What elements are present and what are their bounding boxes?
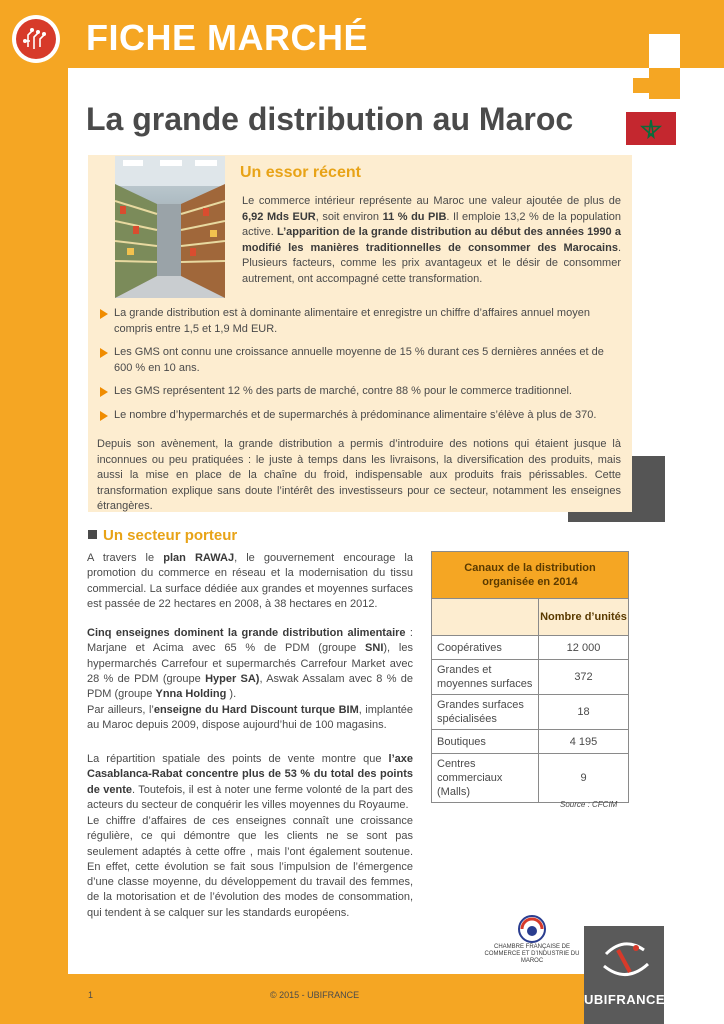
bullet-text: La grande distribution est à dominante alimentaire et enregistre un chiffre d’affaires annuel moyen compris entre 1,5 et 1,9 Md EUR. [114, 307, 590, 335]
page-title: La grande distribution au Maroc [86, 101, 574, 137]
table-cell-value: 9 [539, 754, 629, 803]
paragraph-enseignes: Cinq enseignes dominent la grande distribution alimentaire : Marjane et Acima avec 65 % de PDM (groupe SNI), les hypermarchés Carrefour et supermarchés Carrefour Market avec 28 % de PDM (groupe Hyper SA), Aswak Assalam avec 8 % de PDM (groupe Ynna Holding ). [87, 627, 414, 701]
copyright: © 2015 - UBIFRANCE [270, 990, 360, 1000]
paragraph-bim: Par ailleurs, l’enseigne du Hard Discount turque BIM, implantée au Maroc depuis 2009, dispose aujourd’hui de 100 magasins. [87, 704, 413, 732]
orange-arrow-icon [100, 348, 108, 358]
left-accent-strip [0, 68, 68, 974]
bullet-text: Les GMS représentent 12 % des parts de marché, contre 88 % pour le commerce traditionnel. [114, 385, 572, 397]
table-row [432, 695, 629, 730]
section-title-secteur: Un secteur porteur [103, 527, 238, 544]
table-cell-value: 372 [539, 660, 629, 695]
distribution-channels-table [431, 551, 629, 803]
table-row [432, 636, 629, 660]
orange-arrow-icon [100, 309, 108, 319]
table-row [432, 660, 629, 695]
table-header-row [432, 599, 629, 636]
list-item [100, 345, 622, 376]
doc-type-title: FICHE MARCHÉ [86, 17, 368, 58]
intro-paragraph: Le commerce intérieur représente au Maroc une valeur ajoutée de plus de 6,92 Mds EUR, soit environ 11 % du PIB. Il emploie 13,2 % de la population active. L’apparition de la grande distribution au début des années 1990 a modifié les manières traditionnelles de consommer des Marocains. Plusieurs facteurs, comme les prix avantageux et le désir de consommer autrement, ont accompagné cette transformation. [242, 195, 622, 285]
table-title: Canaux de la distribution organisée en 2014 [432, 552, 629, 599]
key-figures-list [100, 306, 622, 429]
paragraph-spatial: La répartition spatiale des points de vente montre que l’axe Casablanca-Rabat concentre plus de 53 % du total des points de vente. Toutefois, il est à noter une ferme volonté de la part des acteurs du secteur de conquérir les villes moyennes du Royaume. [87, 753, 413, 811]
table-cell-value: 18 [539, 695, 629, 730]
bullet-text: Les GMS ont connu une croissance annuelle moyenne de 15 % durant ces 5 dernières années et de 600 % en 10 ans. [114, 346, 604, 374]
bullet-text: Le nombre d’hypermarchés et de supermarchés à prédominance alimentaire s’élève à plus de 370. [114, 408, 597, 421]
section-title-essor: Un essor récent [240, 164, 361, 181]
paragraph-chiffre-affaires: Le chiffre d’affaires de ces enseignes connaît une croissance régulière, ce qui démontre que les clients ne se sont pas seulement adaptés à cette offre , mais l’ont également soutenue. En effet, cette évolution se fait sous l’impulsion de l’émergence d’une classe moyenne, du développement du travail des femmes, de la motorisation et de l’évolution des modes de consommation, qui tendent à se calquer sur les standards européens. [87, 815, 413, 919]
small-orange-square-deco [633, 78, 649, 93]
table-cell-value: 4 195 [539, 730, 629, 754]
table-cell-category: Centres commerciaux (Malls) [432, 754, 539, 803]
ubifrance-wordmark: UBIFRANCE [584, 992, 666, 1007]
table-row [432, 754, 629, 803]
table-cell-category: Coopératives [432, 636, 539, 660]
table-cell-category: Grandes et moyennes surfaces [432, 660, 539, 695]
table-cell-category: Grandes surfaces spécialisées [432, 695, 539, 730]
list-item [100, 306, 622, 337]
page-number: 1 [88, 990, 94, 1000]
table-cell-category: Boutiques [432, 730, 539, 754]
white-square-deco [649, 34, 680, 68]
table-header-blank [432, 599, 539, 636]
orange-square-deco [649, 68, 680, 99]
ccifm-name: CHAMBRE FRANÇAISE DE COMMERCE ET D’INDUSTRIE DU MAROC [484, 944, 580, 964]
morocco-flag-icon [626, 112, 676, 145]
conclusion-paragraph: Depuis son avènement, la grande distribution a permis d’introduire des notions qui étaient jusque là inconnues ou peu pratiquées : le juste à temps dans les livraisons, la diversification des produits, mais aussi la mise en place de la chaîne du froid, indispensable aux produits frais périssables. Cette transformation explique sans doute l’intérêt des investisseurs pour ce secteur, notamment les enseignes étrangères. [97, 438, 621, 512]
ubifrance-logo [584, 926, 664, 1024]
table-header-count: Nombre d’unités [539, 599, 629, 636]
supermarket-aisle-image [115, 156, 225, 298]
orange-arrow-icon [100, 387, 108, 397]
table-row [432, 730, 629, 754]
circuit-logo-icon [16, 19, 56, 59]
paragraph-rawaj: A travers le plan RAWAJ, le gouvernement encourage la promotion du commerce en réseau et la modernisation du tissu commercial. La surface dédiée aux grandes et moyennes surfaces est passée de 22 hectares en 2008, à 38 hectares en 2012. [87, 552, 413, 610]
list-item [100, 384, 622, 400]
list-item [100, 408, 622, 424]
orange-arrow-icon [100, 411, 108, 421]
table-title-row [432, 552, 629, 599]
square-bullet-icon [88, 530, 97, 539]
table-cell-value: 12 000 [539, 636, 629, 660]
table-source: Source : CFCIM [560, 800, 618, 809]
